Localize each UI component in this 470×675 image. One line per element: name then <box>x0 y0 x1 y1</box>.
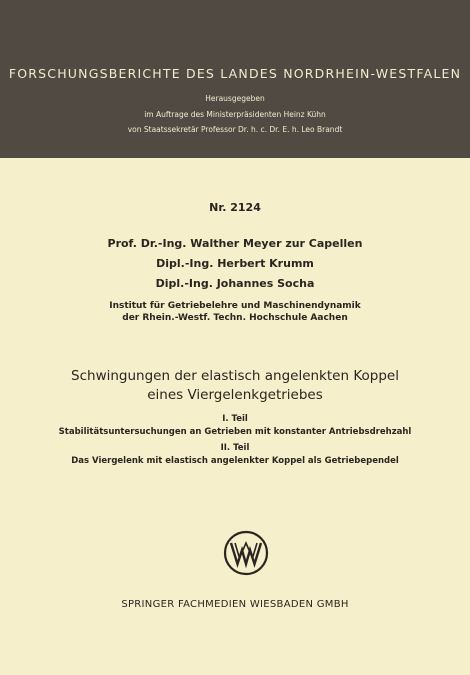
author-2: Dipl.-Ing. Herbert Krumm <box>156 257 314 270</box>
header-band <box>0 0 470 158</box>
title-line-1: Schwingungen der elastisch angelenkten Koppel <box>71 368 399 384</box>
institute-line-1: Institut für Getriebelehre und Maschinendynamik <box>109 301 361 311</box>
report-number: Nr. 2124 <box>209 201 261 214</box>
part-2-label: II. Teil <box>220 443 250 453</box>
author-3: Dipl.-Ing. Johannes Socha <box>155 277 315 290</box>
secretary-line: von Staatssekretär Professor Dr. h. c. Dr. E. h. Leo Brandt <box>127 125 343 134</box>
part-1-title: Stabilitätsuntersuchungen an Getrieben mit konstanter Antriebsdrehzahl <box>58 427 412 437</box>
series-title: FORSCHUNGSBERICHTE DES LANDES NORDRHEIN-WESTFALEN <box>8 66 462 81</box>
title-line-2: eines Viergelenkgetriebes <box>147 387 323 403</box>
commission-line: im Auftrage des Ministerpräsidenten Heinz Kühn <box>144 110 326 119</box>
part-2-title: Das Viergelenk mit elastisch angelenkter Koppel als Getriebependel <box>71 456 399 466</box>
part-1-label: I. Teil <box>222 414 248 424</box>
institute-line-2: der Rhein.-Westf. Techn. Hochschule Aachen <box>122 313 348 323</box>
author-1: Prof. Dr.-Ing. Walther Meyer zur Capellen <box>107 237 363 250</box>
publisher-w-logo-icon <box>223 530 269 576</box>
editor-label: Herausgegeben <box>205 94 265 103</box>
publisher-name: SPRINGER FACHMEDIEN WIESBADEN GMBH <box>121 599 349 610</box>
